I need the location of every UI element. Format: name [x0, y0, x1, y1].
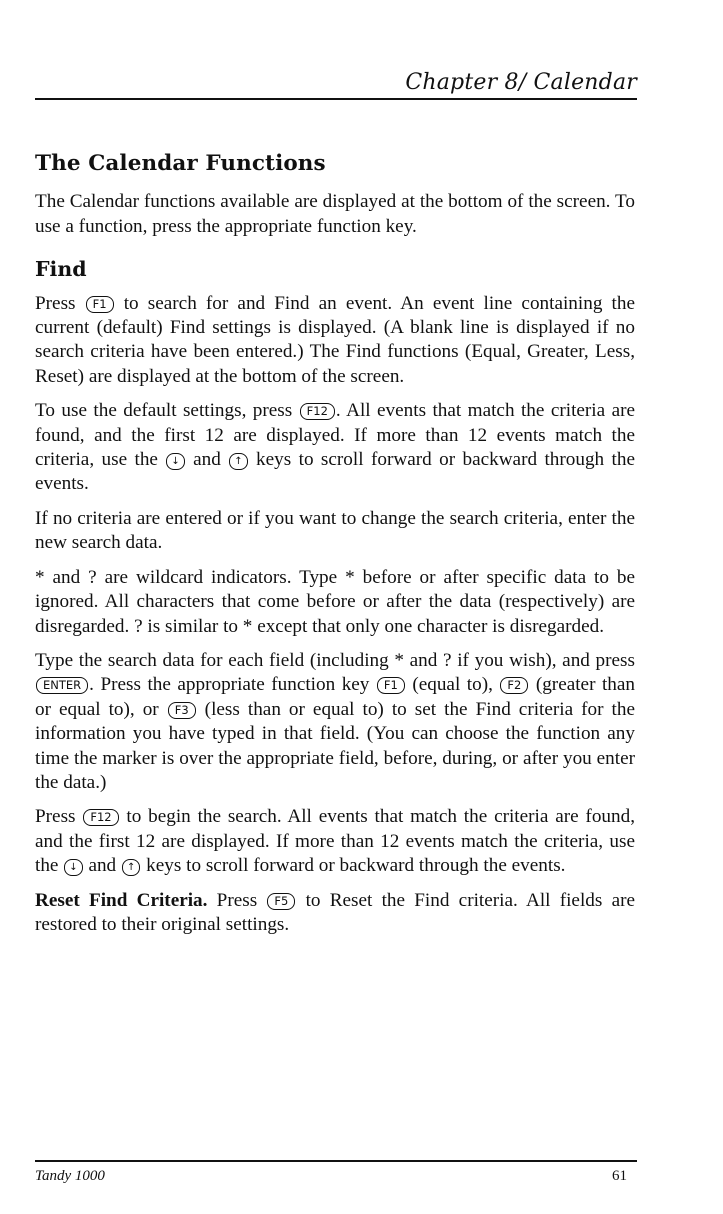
find-heading: Find [35, 257, 87, 282]
find-paragraph-4: * and ? are wildcard indicators. Type * before or after specific data to be ignored. All characters that come before or after the data (respectively) are disregarded. ? is similar to * except that only one character is disregarded. [35, 566, 635, 637]
f1-key-icon: F1 [377, 677, 405, 694]
f5-key-icon: F5 [267, 893, 295, 910]
enter-key-icon: ENTER [36, 677, 88, 694]
find-paragraph-2: To use the default settings, press F12 . All events that match the criteria are found, and the first 12 are displayed. If more than 12 events match the criteria, use the ↓ and ↑ keys to scroll forward or backward through the events. [35, 400, 635, 495]
find-paragraph-1: Press F1 to search for and Find an event. An event line containing the current (default) Find settings is displayed. (A blank line is displayed if no search criteria have been entered.) The Find functions (Equal, Greater, Less, Reset) are displayed at the bottom of the screen. [35, 292, 635, 387]
reset-find-paragraph: Reset Find Criteria. Press F5 to Reset the Find criteria. All fields are restored to their original settings. [35, 889, 635, 935]
reset-find-runin-heading: Reset Find Criteria. [35, 889, 208, 911]
find-paragraph-5: Type the search data for each field (including * and ? if you wish), and press ENTER . Press the appropriate function key F1 (equal to), F2 (greater than or equal to), or F3 (less than or equal to) to set the Find criteria for the information you have typed in that field. (You can choose the function any time the marker is over the appropriate field, before, during, or after you enter the data.) [35, 649, 635, 793]
down-arrow-key-icon: ↓ [166, 453, 184, 470]
f12-key-icon: F12 [300, 403, 335, 420]
f1-key-icon: F1 [86, 296, 114, 313]
up-arrow-key-icon: ↑ [122, 859, 140, 876]
section-title: The Calendar Functions [35, 151, 326, 176]
f12-key-icon: F12 [83, 809, 118, 826]
up-arrow-key-icon: ↑ [229, 453, 247, 470]
find-paragraph-3: If no criteria are entered or if you want to change the search criteria, enter the new search data. [35, 507, 635, 554]
footer-rule [35, 1160, 637, 1162]
intro-paragraph: The Calendar functions available are displayed at the bottom of the screen. To use a function, press the appropriate function key. [35, 191, 635, 237]
f3-key-icon: F3 [168, 702, 196, 719]
down-arrow-key-icon: ↓ [64, 859, 82, 876]
f2-key-icon: F2 [500, 677, 528, 694]
running-head: Chapter 8/ Calendar [405, 70, 637, 95]
find-paragraph-6: Press F12 to begin the search. All events that match the criteria are found, and the first 12 are displayed. If more than 12 events match the criteria, use the ↓ and ↑ keys to scroll forward or backward through the events. [35, 806, 635, 877]
footer-product-name: Tandy 1000 [35, 1168, 105, 1184]
page-body [35, 152, 635, 947]
page-number: 61 [612, 1168, 627, 1184]
header-rule [35, 98, 637, 100]
